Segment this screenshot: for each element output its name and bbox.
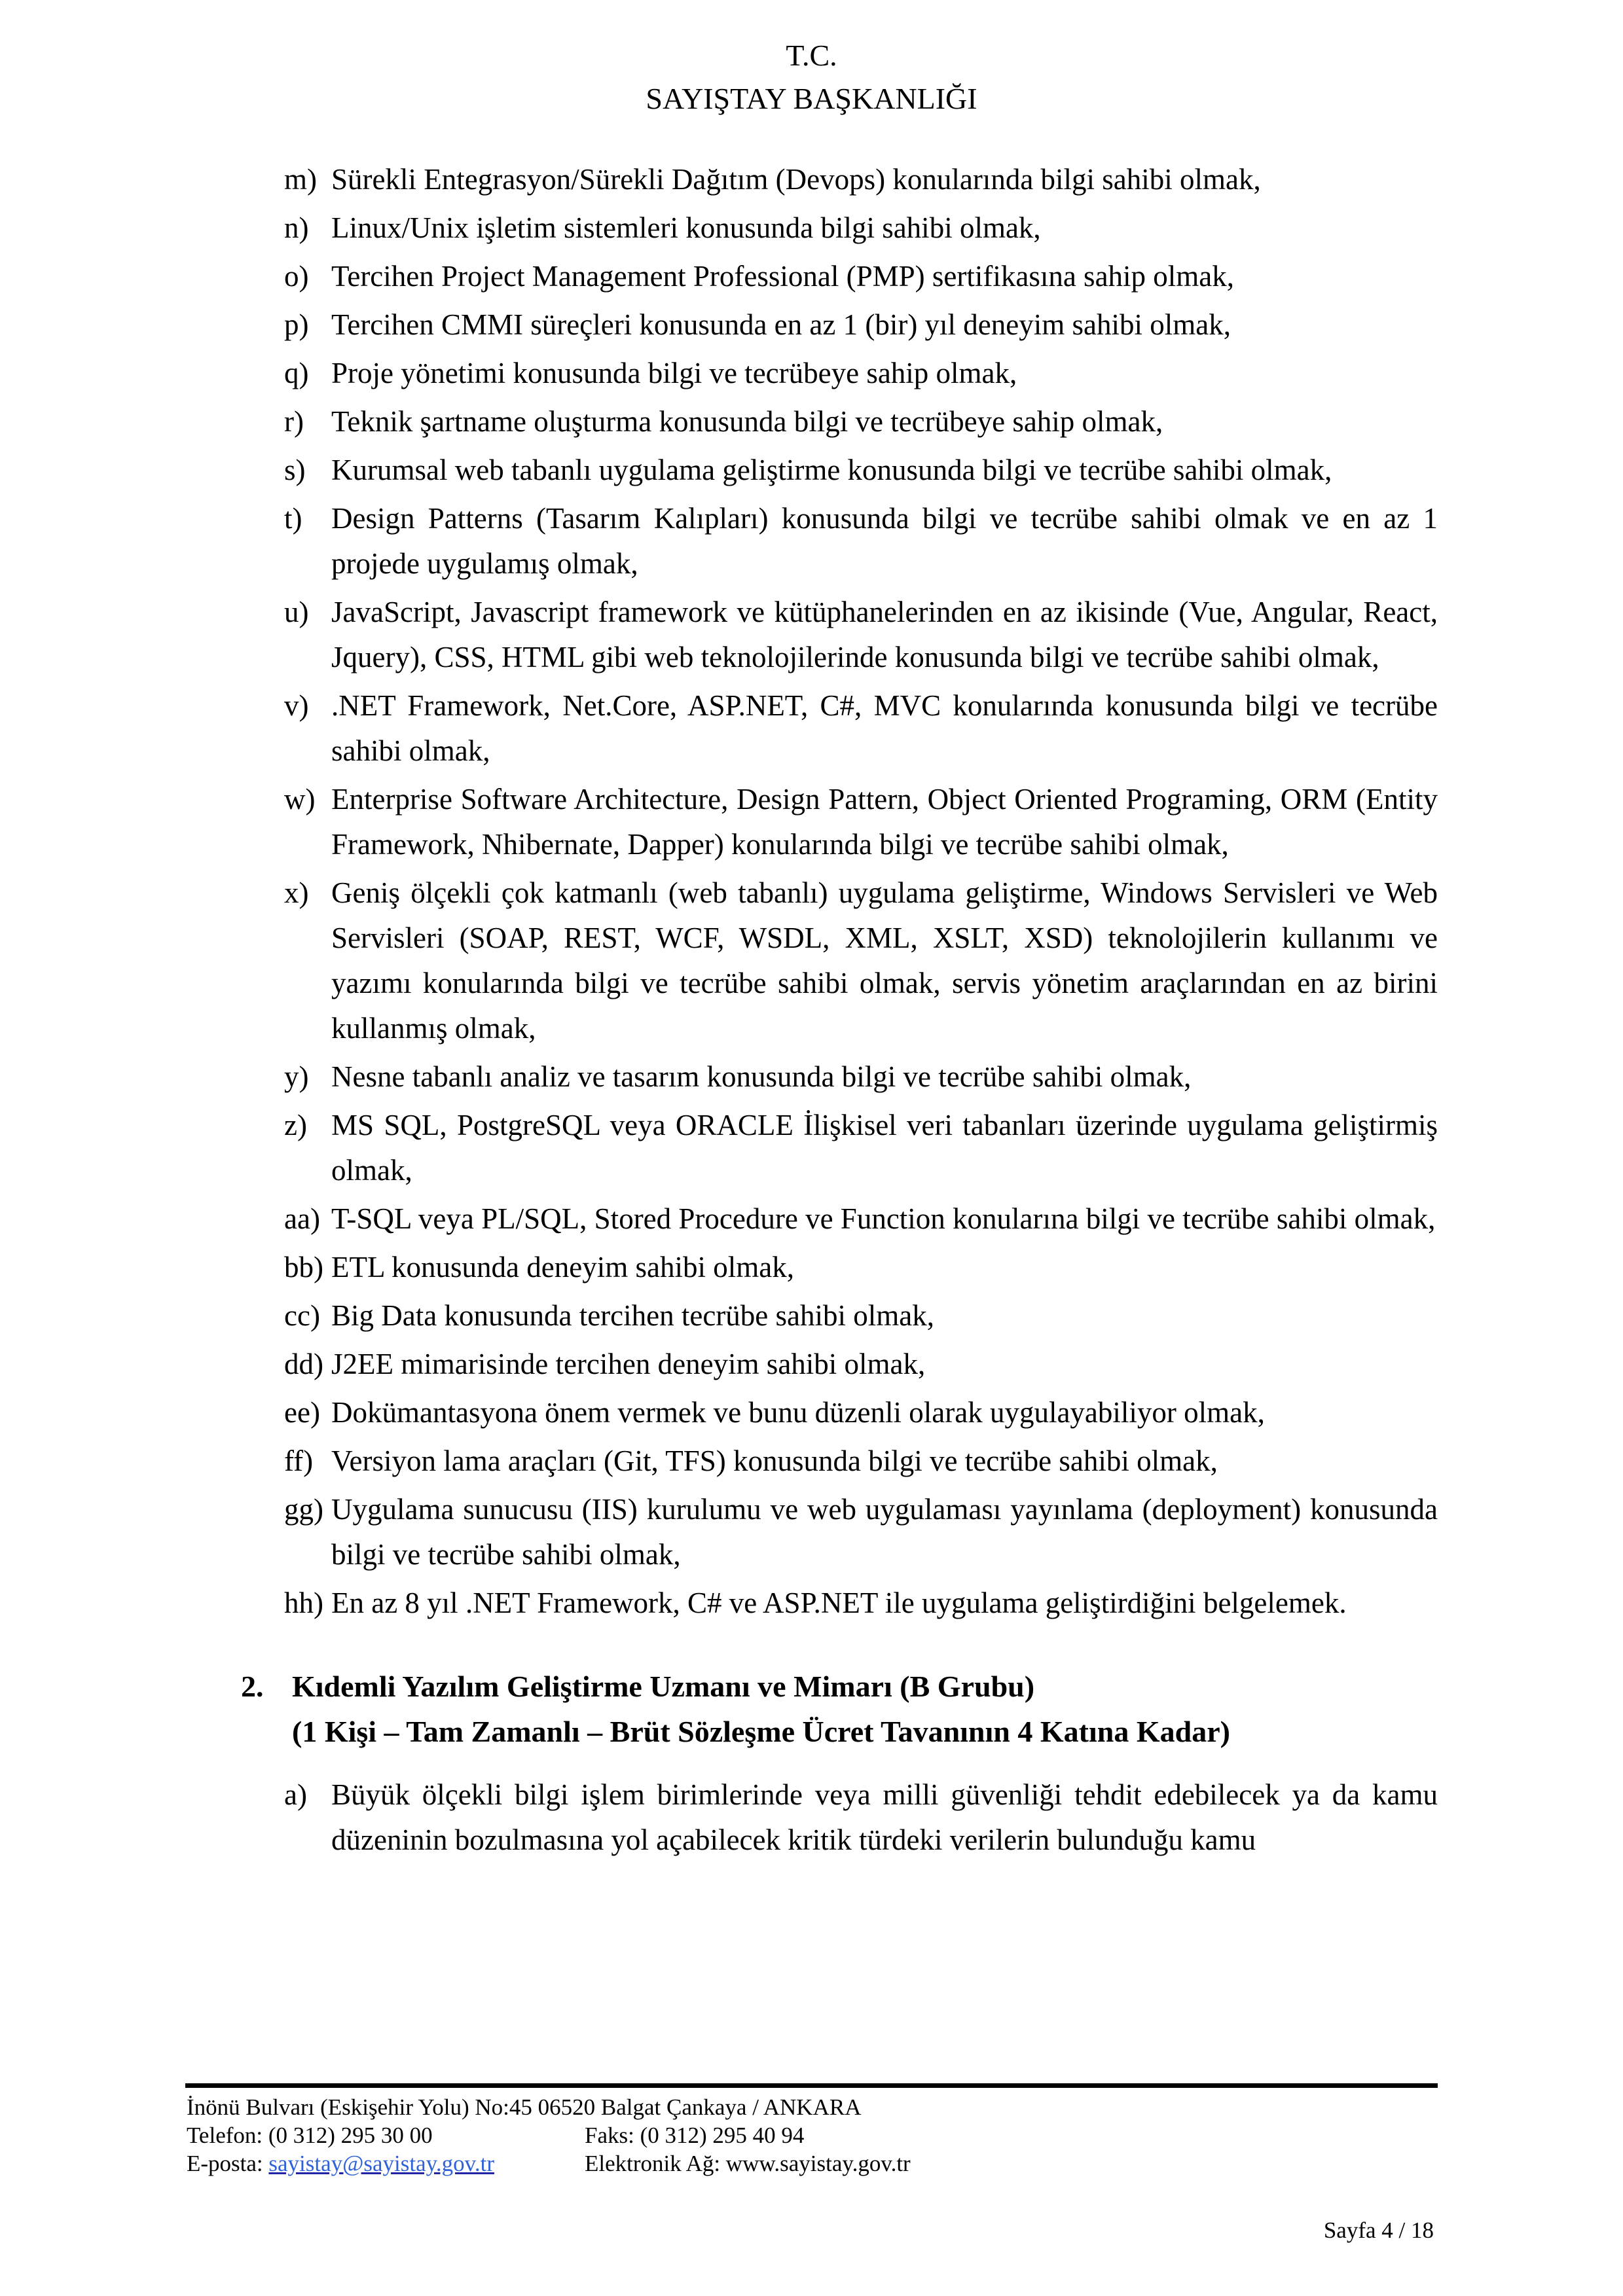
item-label: v) xyxy=(284,689,309,722)
requirement-item xyxy=(284,1342,1438,1387)
requirement-item xyxy=(284,777,1438,867)
requirement-item xyxy=(284,1487,1438,1577)
section-2-heading xyxy=(241,1664,1438,1754)
item-text: Linux/Unix işletim sistemleri konusunda bilgi sahibi olmak, xyxy=(331,211,1041,244)
item-label: p) xyxy=(284,308,309,341)
requirement-item xyxy=(284,399,1438,444)
item-label: aa) xyxy=(284,1202,320,1235)
requirement-item xyxy=(284,1772,1438,1863)
item-label: a) xyxy=(284,1778,307,1811)
footer-email-label: E-posta: xyxy=(187,2151,269,2176)
item-text: En az 8 yıl .NET Framework, C# ve ASP.NET ile uygulama geliştirdiğini belgelemek. xyxy=(331,1587,1347,1619)
item-label: x) xyxy=(284,876,309,909)
requirement-item xyxy=(284,1581,1438,1626)
item-label: gg) xyxy=(284,1493,323,1526)
requirement-item xyxy=(284,1103,1438,1193)
section-2-subtitle: (1 Kişi – Tam Zamanlı – Brüt Sözleşme Ücret Tavanının 4 Katına Kadar) xyxy=(292,1715,1230,1748)
item-text: Proje yönetimi konusunda bilgi ve tecrübeye sahip olmak, xyxy=(331,357,1017,389)
requirement-item xyxy=(284,351,1438,396)
item-text: Tercihen CMMI süreçleri konusunda en az 1 (bir) yıl deneyim sahibi olmak, xyxy=(331,308,1231,341)
item-text: .NET Framework, Net.Core, ASP.NET, C#, MVC konularında konusunda bilgi ve tecrübe sahibi olmak, xyxy=(331,689,1438,767)
document-header xyxy=(0,34,1623,120)
requirement-item xyxy=(284,1439,1438,1484)
item-text: Tercihen Project Management Professional (PMP) sertifikasına sahip olmak, xyxy=(331,260,1235,293)
item-label: hh) xyxy=(284,1587,323,1619)
item-label: ff) xyxy=(284,1444,314,1477)
item-label: ee) xyxy=(284,1396,320,1429)
item-text: Kurumsal web tabanlı uygulama geliştirme konusunda bilgi ve tecrübe sahibi olmak, xyxy=(331,454,1332,486)
item-text: Büyük ölçekli bilgi işlem birimlerinde veya milli güvenliği tehdit edebilecek ya da kamu düzeninin bozulmasına yol açabilecek kritik türdeki verilerin bulunduğu kamu xyxy=(331,1778,1438,1856)
item-label: cc) xyxy=(284,1299,320,1332)
item-text: Dokümantasyona önem vermek ve bunu düzenli olarak uygulayabiliyor olmak, xyxy=(331,1396,1265,1429)
item-text: T-SQL veya PL/SQL, Stored Procedure ve Function konularına bilgi ve tecrübe sahibi olmak, xyxy=(331,1202,1436,1235)
requirement-item xyxy=(284,870,1438,1051)
section-2-title: Kıdemli Yazılım Geliştirme Uzmanı ve Mimarı (B Grubu) xyxy=(292,1670,1035,1703)
header-tc: T.C. xyxy=(786,39,837,72)
requirement-item xyxy=(284,1196,1438,1242)
item-label: s) xyxy=(284,454,306,486)
item-label: r) xyxy=(284,405,304,438)
footer-divider xyxy=(185,2083,1438,2088)
footer-phone-row xyxy=(187,2121,1438,2149)
requirement-item xyxy=(284,254,1438,299)
document-footer xyxy=(187,2093,1438,2178)
item-text: ETL konusunda deneyim sahibi olmak, xyxy=(331,1251,794,1283)
section-2-number: 2. xyxy=(241,1670,264,1703)
item-text: Versiyon lama araçları (Git, TFS) konusunda bilgi ve tecrübe sahibi olmak, xyxy=(331,1444,1218,1477)
item-text: J2EE mimarisinde tercihen deneyim sahibi olmak, xyxy=(331,1348,926,1380)
requirement-item xyxy=(284,157,1438,202)
requirement-item xyxy=(284,1390,1438,1435)
item-label: q) xyxy=(284,357,309,389)
requirements-list xyxy=(284,157,1438,1626)
page-number: Sayfa 4 / 18 xyxy=(1323,2217,1434,2243)
item-text: Teknik şartname oluşturma konusunda bilgi ve tecrübeye sahip olmak, xyxy=(331,405,1163,438)
footer-email xyxy=(187,2151,494,2176)
section-2 xyxy=(241,1664,1438,1863)
requirement-item xyxy=(284,206,1438,251)
document-body xyxy=(241,157,1438,1866)
requirement-item xyxy=(284,1293,1438,1338)
requirement-item xyxy=(284,496,1438,586)
item-text: Uygulama sunucusu (IIS) kurulumu ve web uygulaması yayınlama (deployment) konusunda bilgi ve tecrübe sahibi olmak, xyxy=(331,1493,1438,1571)
requirement-item xyxy=(284,1054,1438,1100)
item-label: dd) xyxy=(284,1348,323,1380)
footer-fax: Faks: (0 312) 295 40 94 xyxy=(585,2123,805,2148)
item-label: t) xyxy=(284,502,302,535)
requirement-item xyxy=(284,1245,1438,1290)
header-institution: SAYIŞTAY BAŞKANLIĞI xyxy=(646,82,977,115)
requirement-item xyxy=(284,448,1438,493)
item-text: JavaScript, Javascript framework ve kütüphanelerinden en az ikisinde (Vue, Angular, React, Jquery), CSS, HTML gibi web teknolojilerinde konusunda bilgi ve tecrübe sahibi olmak, xyxy=(331,596,1438,673)
item-text: Geniş ölçekli çok katmanlı (web tabanlı) uygulama geliştirme, Windows Servisleri ve Web Servisleri (SOAP, REST, WCF, WSDL, XML, XSLT, XSD) teknolojilerin kullanımı ve yazımı konularında bilgi ve tecrübe sahibi olmak, servis yönetim araçlarından en az birini kullanmış olmak, xyxy=(331,876,1438,1045)
section-2-items xyxy=(284,1772,1438,1863)
item-text: Big Data konusunda tercihen tecrübe sahibi olmak, xyxy=(331,1299,934,1332)
item-text: Sürekli Entegrasyon/Sürekli Dağıtım (Devops) konularında bilgi sahibi olmak, xyxy=(331,163,1261,196)
requirement-item xyxy=(284,683,1438,774)
item-label: n) xyxy=(284,211,309,244)
footer-address: İnönü Bulvarı (Eskişehir Yolu) No:45 06520 Balgat Çankaya / ANKARA xyxy=(187,2094,862,2120)
item-text: Design Patterns (Tasarım Kalıpları) konusunda bilgi ve tecrübe sahibi olmak ve en az 1 projede uygulamış olmak, xyxy=(331,502,1438,580)
item-label: m) xyxy=(284,163,317,196)
item-text: Enterprise Software Architecture, Design Pattern, Object Oriented Programing, ORM (Entity Framework, Nhibernate, Dapper) konularında bilgi ve tecrübe sahibi olmak, xyxy=(331,783,1438,861)
footer-email-row xyxy=(187,2149,1438,2178)
item-label: z) xyxy=(284,1109,307,1141)
item-label: o) xyxy=(284,260,309,293)
item-text: MS SQL, PostgreSQL veya ORACLE İlişkisel veri tabanları üzerinde uygulama geliştirmiş olmak, xyxy=(331,1109,1438,1187)
item-label: y) xyxy=(284,1060,309,1093)
footer-web: Elektronik Ağ: www.sayistay.gov.tr xyxy=(585,2151,911,2176)
email-link[interactable]: sayistay@sayistay.gov.tr xyxy=(268,2151,494,2176)
requirement-item xyxy=(284,302,1438,348)
item-label: u) xyxy=(284,596,309,628)
item-label: bb) xyxy=(284,1251,323,1283)
requirement-item xyxy=(284,590,1438,680)
item-text: Nesne tabanlı analiz ve tasarım konusunda bilgi ve tecrübe sahibi olmak, xyxy=(331,1060,1192,1093)
item-label: w) xyxy=(284,783,316,816)
footer-phone: Telefon: (0 312) 295 30 00 xyxy=(187,2123,433,2148)
